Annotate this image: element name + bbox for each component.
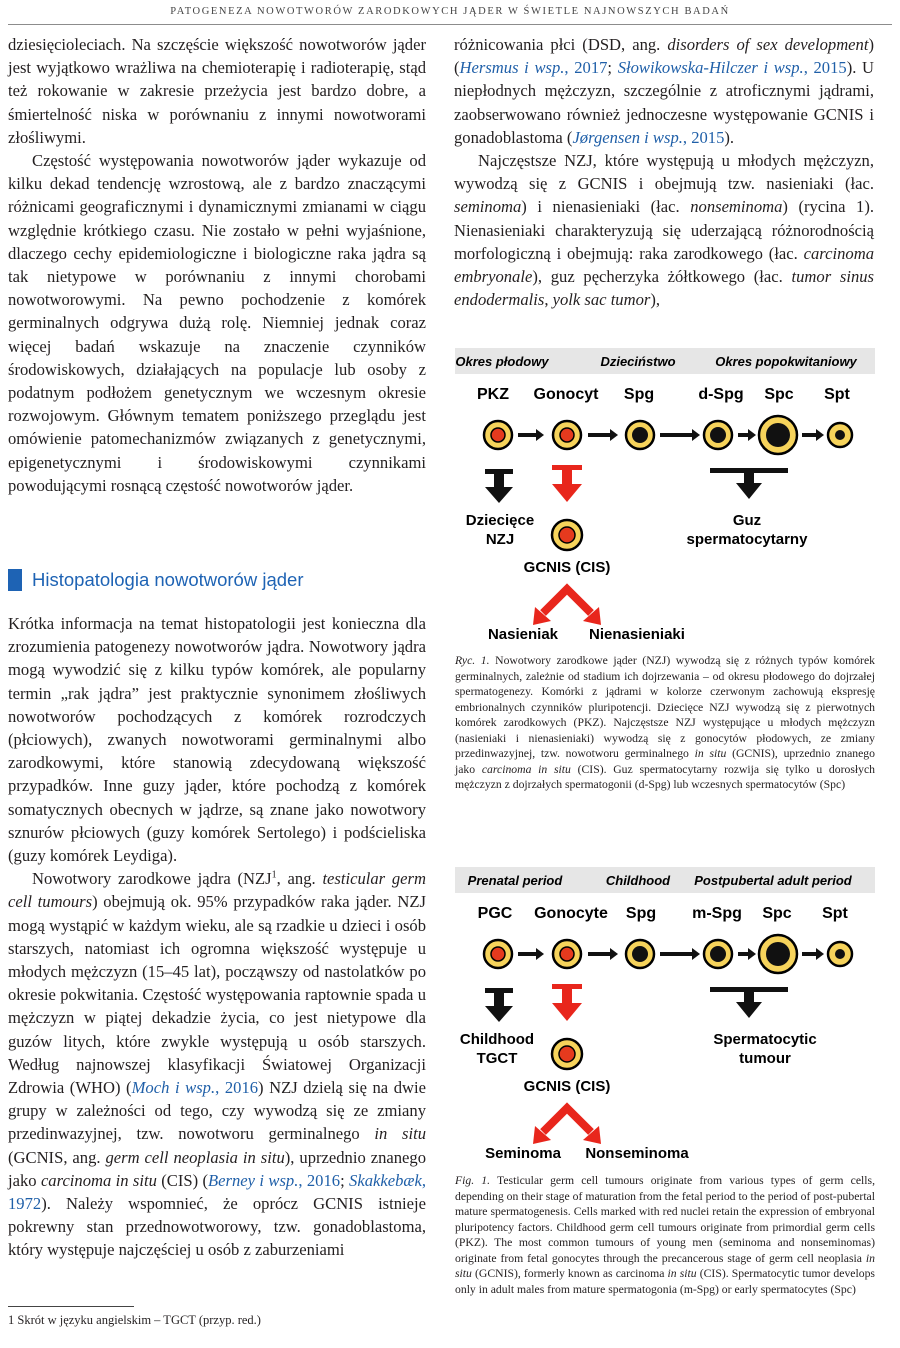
text: carcinoma embryonale — [454, 243, 874, 287]
period-label: Prenatal period — [467, 873, 563, 888]
citation-year[interactable]: , 2016 — [215, 1078, 259, 1098]
cell-spg — [626, 421, 654, 449]
figure-caption-english — [455, 1173, 875, 1297]
cell-spt — [828, 942, 852, 966]
text: ) (rycina 1). Nienasieniaki charakteryzują się uderzającą różnorodnością morfologiczną i obejmują: raka zarodkowego (łac. — [454, 197, 874, 263]
down-arrow-red — [552, 465, 582, 502]
paragraph — [8, 867, 426, 1261]
gcnis-label: GCNIS (CIS) — [523, 559, 611, 576]
cell-label: d-Spg — [698, 386, 744, 403]
text: , ang. — [276, 869, 323, 889]
text: yolk sac tumor — [552, 290, 651, 310]
text: Najczęstsze NZJ, które występują u młodych mężczyzn, wywodzą się z GCNIS i obejmują tzw. nasieniaki (łac. — [454, 151, 874, 194]
paragraph: Krótka informacja na temat histopatologii jest konieczna dla zrozumienia patogenezy nowotworów jądra. Nowotwory jądra mogą wywodzić się z kilku typów komórek, ale popularny termin „rak jądra” jest praktycznie synonimem złośliwych nowotworów pochodzących z komórek rozrodczych (płciowych), zwanych nowotworami germinalnymi albo zarodkowymi, które stanowią zdecydowaną większość przypadków. Inne guzy jąder, które pochodzą z komórek somatycznych obecnych w jądrze, są znane jako nowotwory sznurów płciowych (guzy komórek Sertolego) i podścieliska (guzy komórek Leydiga). — [8, 614, 426, 866]
cell-spt — [828, 423, 852, 447]
branch-label: Nonseminoma — [585, 1145, 689, 1162]
paragraph: dziesięcioleciach. Na szczęście większość nowotworów jąder jest wyjątkowo wrażliwa na chemioterapię i radioterapię, stąd też rokowanie w zakresie przeżycia jest bardzo dobre, a śmiertelność niska w porównaniu z innymi nowotworami złośliwymi. — [8, 35, 426, 147]
cell-label: Gonocyte — [534, 905, 608, 922]
text: nonseminoma — [690, 197, 783, 217]
citation-year[interactable]: , 2017 — [564, 58, 608, 78]
citation-year[interactable]: , 2015 — [682, 127, 725, 147]
citation-link[interactable]: Moch i wsp. — [131, 1078, 216, 1098]
cell-label: Spc — [762, 905, 792, 922]
left-column-bottom — [8, 612, 426, 1262]
branch-label: Nasieniak — [487, 626, 559, 643]
period-label: Okres płodowy — [455, 354, 549, 369]
text: Nowotwory zarodkowe jąder (NZJ) wywodzą się z różnych typów komórek germinalnych, zależnie od stadium ich dojrzewania – od okresu płodowego do dojrzałej spermatogenezy. Komórki z jądrami w kolorze czerwonym zachowują ekspresję embrionalnych czynników pluripotencji. Dziecięce NZJ wywodzą się z pierwotnych komórek zarodkowych (PKZ). Najczęstsze NZJ występujące u młodych mężczyzn (nasieniaki i nienasieniaki) wywodzą się z gonocytów płodowych, ze zmiany przedinwazyjnej, tzw. nowotworu germinalnego — [455, 654, 875, 760]
period-label: Childhood — [605, 873, 671, 888]
cell-label: m-Spg — [692, 905, 742, 922]
citation-link[interactable]: Hersmus i wsp. — [459, 58, 565, 78]
cell-d-spg — [704, 421, 732, 449]
text: seminoma — [454, 197, 522, 217]
cell-pgc — [484, 940, 512, 968]
cell-gonocyte — [553, 421, 581, 449]
bracket-right — [710, 468, 788, 499]
figure-caption-polish — [455, 653, 875, 793]
section-marker — [8, 569, 22, 591]
cell-m-spg — [704, 940, 732, 968]
text: (CIS). Guz spermatocytarny rozwija się tylko u dorosłych mężczyzn z dojrzałych spermatogonii (d-Spg) lub wczesnych spermatocytów (Spc) — [455, 762, 876, 791]
period-label: Dzieciństwo — [600, 354, 676, 369]
cell-label: Gonocyt — [533, 386, 599, 403]
text: (GCNIS, ang. — [8, 1147, 106, 1167]
cell-label: PKZ — [477, 386, 509, 403]
footnote: 1 Skrót w języku angielskim – TGCT (przyp. red.) — [8, 1313, 261, 1327]
text: tumor sinus endodermalis — [454, 267, 874, 310]
text: ), uprzednio znanego jako — [8, 1147, 426, 1190]
outcome-label: Spermatocytic — [713, 1031, 817, 1048]
branch-label: Seminoma — [485, 1145, 561, 1162]
paragraph — [454, 33, 874, 149]
outcome-label: Childhood — [459, 1031, 535, 1048]
citation-year[interactable]: , 1972 — [8, 1170, 426, 1214]
bracket-right — [710, 987, 788, 1018]
text: carcinoma in situ — [481, 762, 571, 776]
gcnis-label: GCNIS (CIS) — [523, 1078, 611, 1095]
outcome-label: spermatocytarny — [686, 531, 808, 548]
text: ), — [650, 290, 661, 310]
caption-label: Ryc. 1. — [455, 654, 490, 667]
citation-link[interactable]: Skakkebæk — [349, 1170, 422, 1190]
text: ) i nienasieniaki (łac. — [521, 197, 691, 217]
text: in situ — [667, 1267, 697, 1280]
text: ) ( — [454, 35, 874, 78]
cell-gonocyte — [553, 940, 581, 968]
down-arrow-left — [485, 988, 513, 1022]
outcome-label: tumour — [739, 1050, 791, 1067]
text: (CIS) ( — [156, 1170, 209, 1190]
text: (CIS). Spermatocytic tumor develops only in adult males from mature spermatogonia (m-Spg) or early spermatocytes (Spc) — [455, 1267, 875, 1296]
footnote-ref[interactable]: 1 — [271, 869, 277, 881]
cell-label: Spt — [824, 386, 850, 403]
footnote-rule — [8, 1306, 134, 1307]
diagram-english — [455, 864, 875, 1169]
branch-label: Nienasieniaki — [589, 626, 685, 643]
text: (GCNIS), formerly known as carcinoma — [471, 1267, 668, 1280]
paragraph: Częstość występowania nowotworów jąder wykazuje od kilku dekad tendencję wzrostową, ale z bardzo znaczącymi różnicami geograficznymi i dynamicznymi zmianami w ciągu względnie krótkiego czasu. Nie zostało w pełni wyjaśnione, dlaczego cechy epidemiologiczne i biologiczne raka jądra są tak nietypowe w porównaniu z innymi chorobami nowotworowymi. Na pewno pochodzenie z komórek germinalnych odgrywa dużą rolę. Niemniej jednak coraz więcej badań wskazuje na znaczenie czynników środowiskowych, działających na populacje lub osoby z podatnym podłożem genetycznym we wczesnym okresie rozwojowym. Głównym tematem poniższego przeglądu jest omówienie patomechanizmów związanych z genetycznymi, epigenetycznymi i środowiskowymi czynnikami powodującymi rosnącą częstość nowotworów jąder. — [8, 151, 426, 495]
cell-spc — [759, 416, 797, 454]
text: ; — [340, 1170, 350, 1190]
right-column-top — [454, 33, 874, 311]
cell-label: Spt — [822, 905, 848, 922]
text: ). U niepłodnych mężczyzn, szczególnie z atroficznymi jądrami, zaobserwowano również jednoczesne występowanie GCNIS i gonadoblastoma ( — [454, 58, 874, 147]
text: ) NZJ dzielą się na dwie grupy w zależności od tego, czy wywodzą się ze zmiany przedinwazyjnej, tzw. nowotworu germinalnego — [8, 1078, 427, 1144]
cell-gcnis — [552, 520, 582, 550]
figure-polish — [455, 345, 875, 650]
text: Nowotwory zarodkowe jądra (NZJ — [32, 869, 272, 889]
text: ; — [607, 58, 618, 78]
paragraph — [454, 149, 874, 311]
cell-spc — [759, 935, 797, 973]
cell-label: Spc — [764, 386, 794, 403]
text: ). — [724, 127, 735, 147]
outcome-label: Guz — [732, 512, 762, 529]
running-header: PATOGENEZA NOWOTWORÓW ZARODKOWYCH JĄDER W ŚWIETLE NAJNOWSZYCH BADAŃ — [170, 6, 730, 17]
citation-link[interactable]: Słowikowska-Hilczer i wsp. — [617, 58, 804, 78]
citation-link[interactable]: Berney i wsp. — [208, 1170, 299, 1190]
text: ). Należy wspomnieć, że oprócz GCNIS istnieje pokrewny stan przednowotworowy, tzw. gonadoblastoma, który występuje najczęściej u osób z zaburzeniami — [8, 1194, 426, 1260]
citation-year[interactable]: , 2015 — [803, 58, 847, 78]
text: Testicular germ cell tumours originate from various types of germ cells, depending on their stage of maturation from the fetal period to the period of post-pubertal mature spermatogenesis. Cells marked with red nuclei retain the expression of embryonal pluripotency factors. Childhood germ cell tumours originate from primordial germ cells (PKZ). The most common tumours of young men (seminoma and nonseminomas) originate from fetal gonocytes through the precancerous stage of germ cell neoplasia — [455, 1174, 875, 1265]
cell-label: Spg — [623, 386, 655, 403]
citation-year[interactable]: , 2016 — [298, 1170, 341, 1190]
header-rule — [8, 24, 892, 25]
period-label: Postpubertal adult period — [694, 873, 852, 888]
text: disorders of sex development — [667, 35, 869, 54]
section-heading — [8, 567, 426, 593]
text: in situ — [694, 747, 727, 760]
cell-spg — [626, 940, 654, 968]
period-label: Okres popokwitaniowy — [715, 354, 857, 369]
text: (GCNIS), uprzednio znanego jako — [455, 747, 875, 776]
text: germ cell neoplasia in situ — [105, 1147, 285, 1167]
text: , — [544, 290, 553, 310]
text: testicular germ cell tumours — [8, 869, 426, 912]
figure-english — [455, 864, 875, 1169]
cell-label: Spg — [625, 905, 657, 922]
text: ), guz pęcherzyka żółtkowego (łac. — [532, 267, 792, 287]
branch-arrow-red — [543, 1108, 591, 1132]
outcome-label: NZJ — [485, 531, 515, 548]
cell-gcnis — [552, 1039, 582, 1069]
outcome-label: TGCT — [476, 1050, 518, 1067]
caption-label: Fig. 1. — [455, 1174, 491, 1187]
branch-arrow-red — [543, 589, 591, 613]
outcome-label: Dziecięce — [465, 512, 535, 529]
text: in situ — [455, 1251, 875, 1280]
diagram-polish — [455, 345, 875, 650]
text: in situ — [374, 1124, 426, 1144]
section-title: Histopatologia nowotworów jąder — [32, 569, 304, 590]
text: carcinoma in situ — [40, 1170, 157, 1190]
text: różnicowania płci (DSD, ang. — [454, 35, 668, 54]
text: ) obejmują ok. 95% przypadków raka jąder. NZJ mogą wystąpić w każdym wieku, ale są rzadkie u dzieci i osób starszych, natomiast ich ogromna większość występuje u młodych mężczyzn (15–45 lat), począwszy od nastolatków po okresie pokwitania. Częstość występowania raptownie spada u mężczyzn w piątej dekadzie życia, co jest nietypowe dla guzów litych, które zwykle występują u osób starszych. Według najnowszej klasyfikacji Światowej Organizacji Zdrowia (WHO) ( — [8, 892, 426, 1098]
left-column-top — [8, 33, 426, 497]
down-arrow-red — [552, 984, 582, 1021]
citation-link[interactable]: Jørgensen i wsp. — [572, 127, 683, 147]
cell-label: PGC — [477, 905, 513, 922]
cell-pkz — [484, 421, 512, 449]
down-arrow-left — [485, 469, 513, 503]
